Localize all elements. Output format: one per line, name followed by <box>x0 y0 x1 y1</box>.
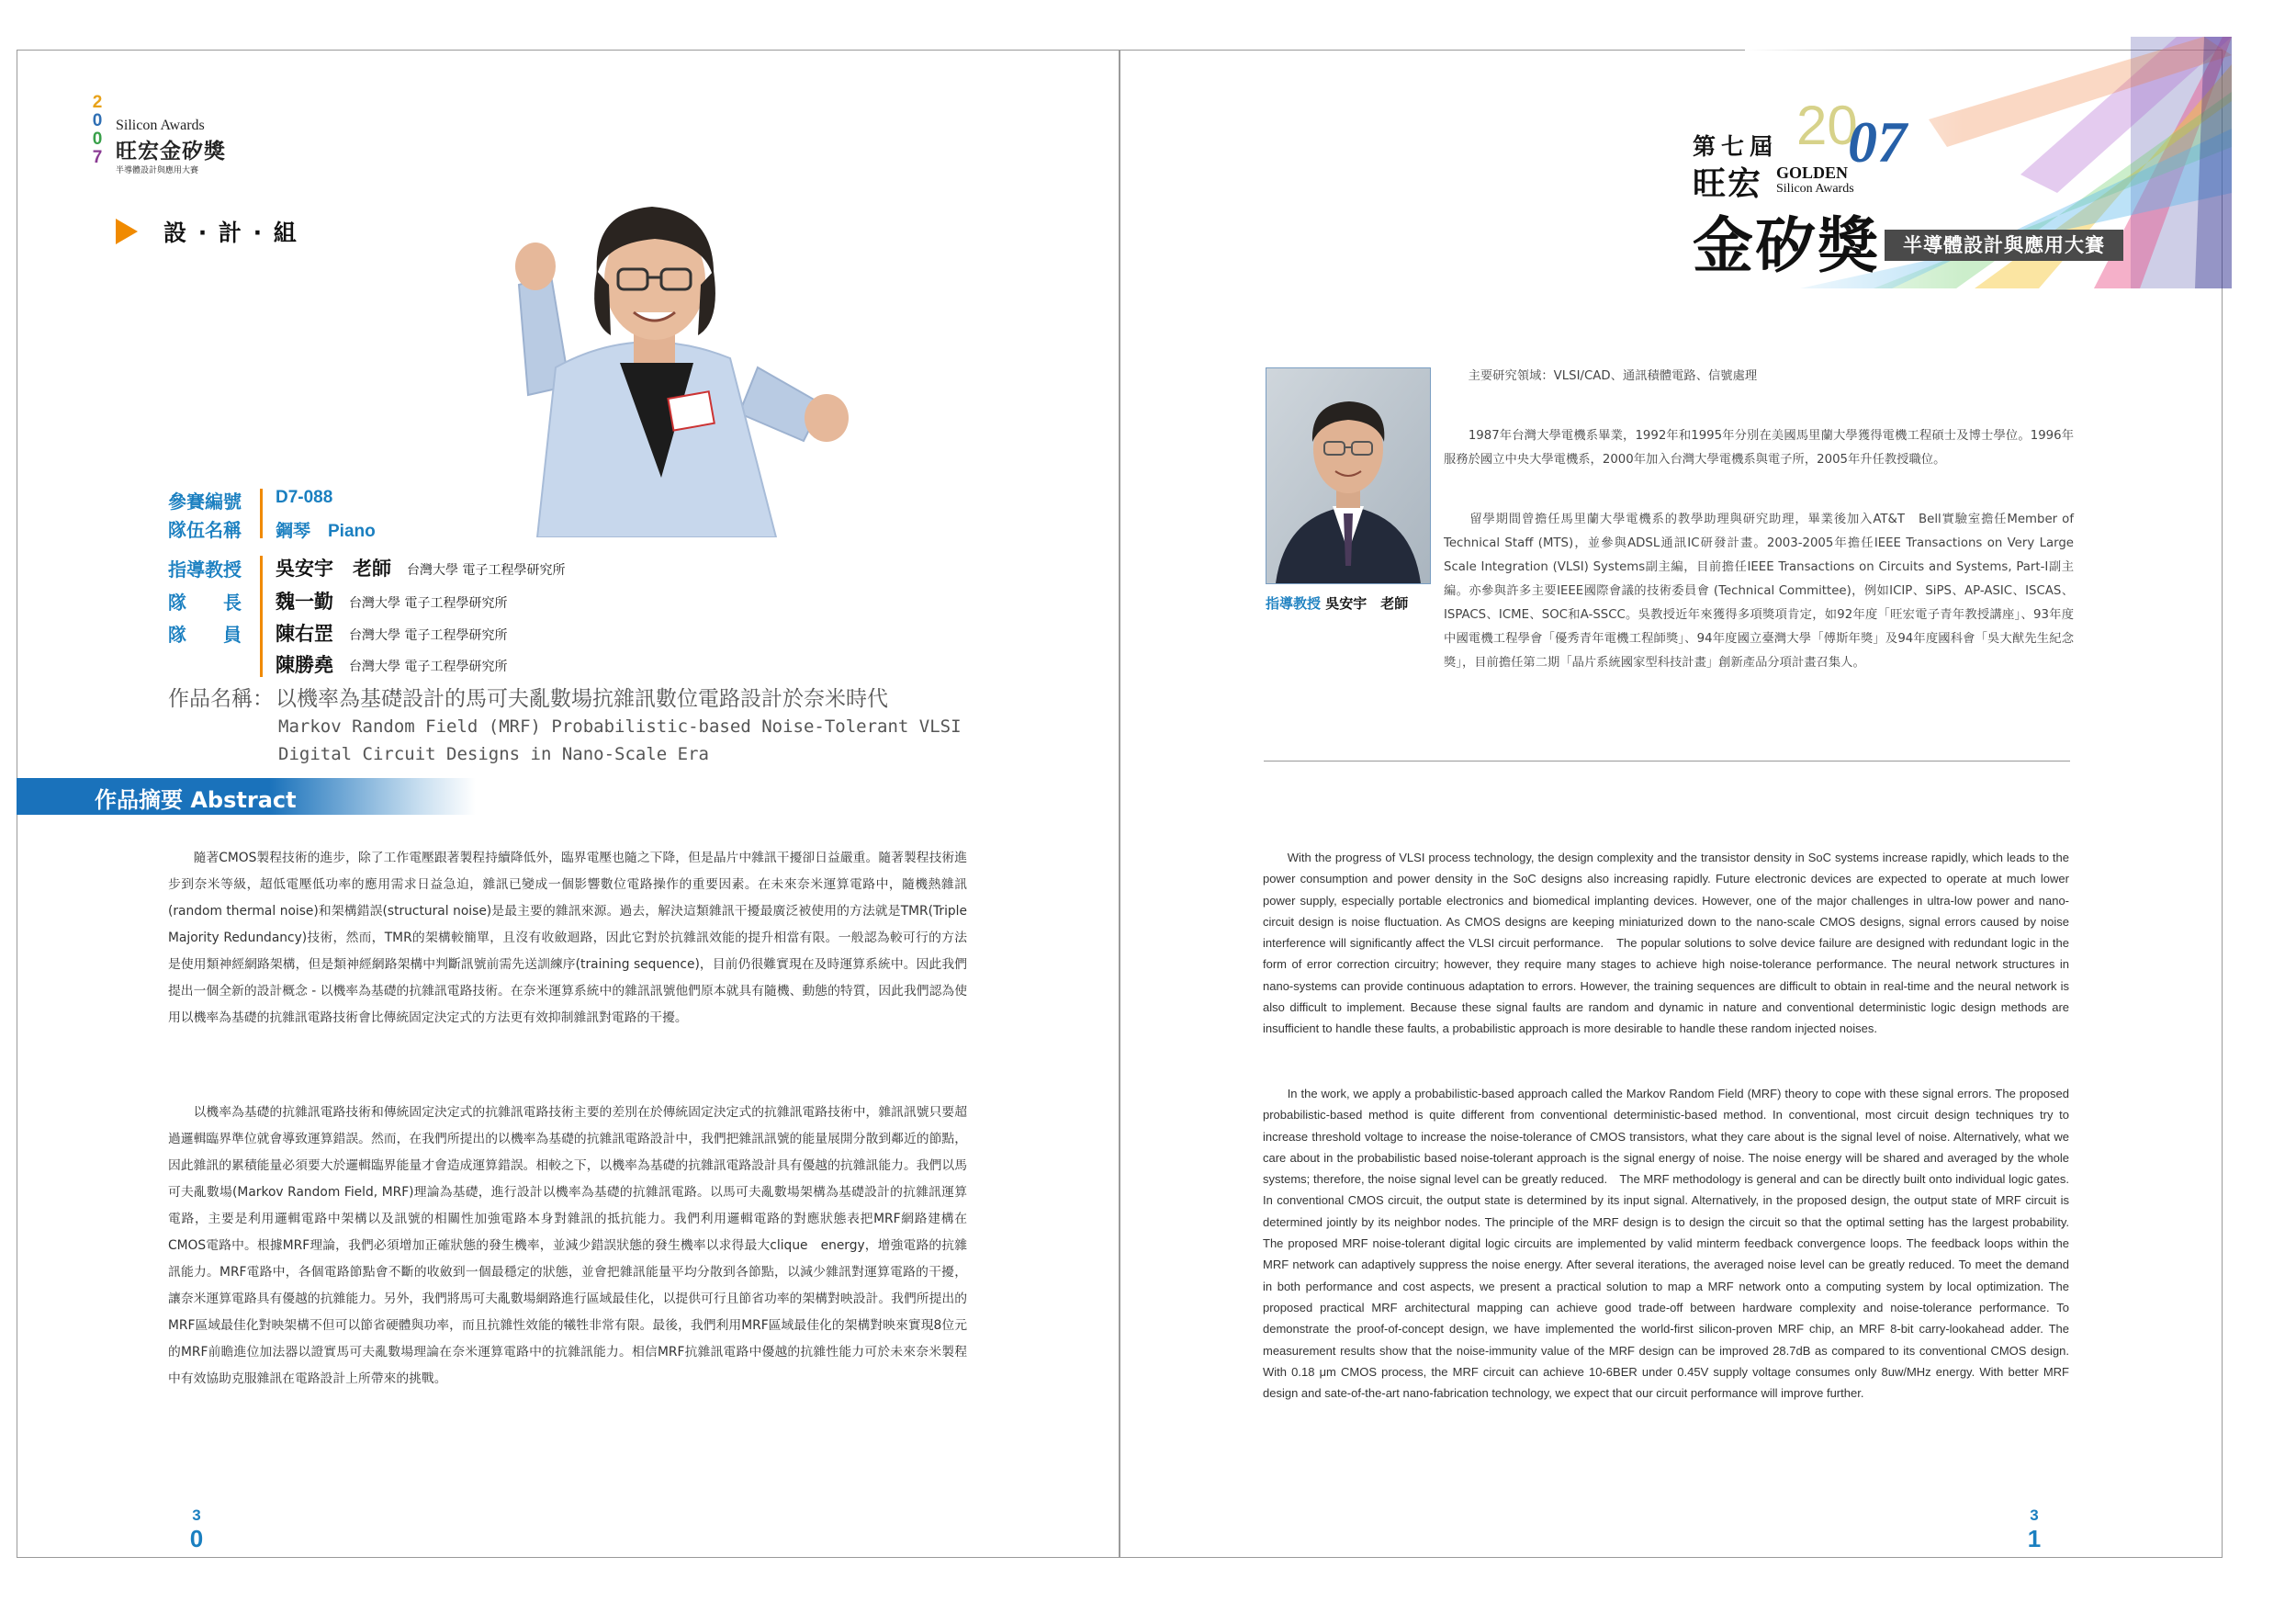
logo-year <box>90 94 105 167</box>
work-title-en-line1: Markov Random Field (MRF) Probabilistic-based Noise-Tolerant VLSI <box>278 716 962 737</box>
logo-year-digit: 0 <box>92 130 103 149</box>
member-label: 隊 員 <box>168 624 242 646</box>
advisor-name: 吳安宇 老師 <box>276 558 391 580</box>
left-page-number-top: 3 <box>192 1506 201 1524</box>
team-name-label: 隊伍名稱 <box>168 519 242 541</box>
logo-year-digit: 2 <box>92 93 103 112</box>
logo-award-zh: 旺宏金矽獎 <box>116 140 226 164</box>
member1-name: 陳右罡 <box>276 623 333 645</box>
member2-affiliation: 台灣大學 電子工程學研究所 <box>349 660 508 674</box>
advisor-label: 指導教授 <box>168 558 242 581</box>
logo-year-digit: 0 <box>92 111 103 130</box>
left-page-number-bottom: 0 <box>189 1525 204 1552</box>
leader-label: 隊 長 <box>168 592 242 614</box>
right-logo-golden: GOLDEN <box>1776 164 1849 182</box>
right-page-number <box>2020 1506 2048 1552</box>
section-arrow-icon <box>116 219 138 244</box>
right-logo-award-name: 金矽獎 <box>1693 209 1880 281</box>
abstract-heading: 作品摘要 Abstract <box>95 787 297 813</box>
work-title-label: 作品名稱： <box>168 687 274 711</box>
member1-affiliation: 台灣大學 電子工程學研究所 <box>349 628 508 643</box>
advisor-bio-paragraph-1: 1987年台灣大學電機系畢業，1992年和1995年分別在美國馬里蘭大學獲得電機工程碩士及博士學位。1996年服務於國立中央大學電機系，2000年加入台灣大學電機系與電子所，2005年升任教授職位。 <box>1444 429 2074 467</box>
section-title: 設 · 計 · 組 <box>163 220 298 246</box>
right-logo-silicon-awards: Silicon Awards <box>1776 182 1854 196</box>
member2-name: 陳勝堯 <box>276 654 333 676</box>
entry-number-label: 參賽編號 <box>168 491 242 513</box>
entry-number: D7-088 <box>276 488 333 507</box>
logo-year-digit: 7 <box>92 148 103 167</box>
right-logo-year-07: 07 <box>1848 109 1907 175</box>
advisor-photo <box>1266 367 1431 584</box>
right-page-number-top: 3 <box>2030 1506 2039 1524</box>
abstract-zh-paragraph-1: 隨著CMOS製程技術的進步，除了工作電壓跟著製程持續降低外，臨界電壓也隨之下降，但是晶片中雜訊干擾卻日益嚴重。隨著製程技術進步到奈米等級，超低電壓低功率的應用需求日益急迫，雜訊已變成一個影響數位電路操作的重要因素。在未來奈米運算電路中，隨機熱雜訊(random thermal noise)和架構錯誤(structural noise)是最主要的雜訊來源。過去，解決這類雜訊干擾最廣泛被使用的方法就是TMR(Triple Majority Redundancy)技術，然而，TMR的架構較簡單，且沒有收斂迴路，因此它對於抗雜訊效能的提升相當有限。一般認為較可行的方法是使用類神經網路架構，但是類神經網路架構中判斷訊號前需先送訓練序(training sequence)，目前仍很難實現在及時運算系統中。因此我們提出一個全新的設計概念 - 以機率為基礎的抗雜訊電路技術。在奈米運算系統中的雜訊訊號他們原本就具有隨機、動態的特質，因此我們認為使用以機率為基礎的抗雜訊電路技術會比傳統固定決定式的方法更有效抑制雜訊對電路的干擾。 <box>168 851 967 1025</box>
right-logo-year-20: 20 <box>1796 95 1858 156</box>
info-divider-names <box>260 556 263 677</box>
logo-award-sub: 半導體設計與應用大賽 <box>116 166 199 175</box>
abstract-zh-paragraph-2: 以機率為基礎的抗雜訊電路技術和傳統固定決定式的抗雜訊電路技術主要的差別在於傳統固定決定式的抗雜訊電路技術中，雜訊訊號只要超過邏輯臨界準位就會導致運算錯誤。然而，在我們所提出的以機率為基礎的抗雜訊電路設計中，我們把雜訊訊號的能量展開分散到鄰近的節點，因此雜訊的累積能量必須要大於邏輯臨界能量才會造成運算錯誤。相較之下，以機率為基礎的抗雜訊電路設計具有優越的抗雜訊能力。我們以馬可夫亂數場(Markov Random Field, MRF)理論為基礎，進行設計以機率為基礎的抗雜訊電路。以馬可夫亂數場架構為基礎設計的抗雜訊運算電路，主要是利用邏輯電路中架構以及訊號的相關性加強電路本身對雜訊的抵抗能力。我們利用邏輯電路的對應狀態表把MRF網路建構在CMOS電路中。根據MRF理論，我們必須增加正確狀態的發生機率，並減少錯誤狀態的發生機率以求得最大clique energy，增強電路的抗雜訊能力。MRF電路中，各個電路節點會不斷的收斂到一個最穩定的狀態，並會把雜訊能量平均分散到各節點，以減少雜訊對運算電路的干擾，讓奈米運算電路具有優越的抗雜能力。另外，我們將馬可夫亂數場網路進行區域最佳化，以提供可行且節省功率的架構對映設計。我們所提出的MRF區域最佳化對映架構不但可以節省硬體與功率，而且抗雜性效能的犧牲非常有限。最後，我們利用MRF區域最佳化的架構對映來實現8位元的MRF前瞻進位加法器以證實馬可夫亂數場理論在奈米運算電路中的抗雜訊能力。相信MRF抗雜訊電路中優越的抗雜性能力可於未來奈米製程中有效協助克服雜訊在電路設計上所帶來的挑戰。 <box>168 1105 967 1386</box>
work-title-en-line2: Digital Circuit Designs in Nano-Scale Era <box>278 744 709 764</box>
team-name: 鋼琴 Piano <box>276 522 376 541</box>
info-divider-blue <box>260 489 263 538</box>
advisor-affiliation: 台灣大學 電子工程學研究所 <box>407 563 566 578</box>
right-logo-edition: 第七屆 <box>1693 133 1779 160</box>
right-logo-tagline: 半導體設計與應用大賽 <box>1885 230 2123 261</box>
abstract-en-paragraph-1: With the progress of VLSI process technology, the design complexity and the transistor density in SoC systems increase rapidly, which leads to the power consumption and power density in the SoC designs also increasing rapidly. Future electronic devices are expected to operate at much lower power supply, especially portable electronics and biomedical implanting devices. However, one of the major challenges in ultra-low power and nano-circuit design is noise fluctuation. As CMOS designs are keeping miniaturized down to the nano-scale CMOS designs, signal errors caused by noise interference will significantly affect the VLSI circuit performance. The popular solutions to solve device failure are designed with redundant logic in the form of error correction circuitry; however, they require many stages to achieve high noise-tolerance performance. The neural network structures in nano-systems can provide continuous adaptation to errors. However, the training sequences are difficult to obtain in real-time and the neural network is also difficult to implement. Because these signal faults are random and dynamic in nature and conventional deterministic logic design methods are insufficient to handle these faults, a probabilistic approach is more desirable to handle these random injected noises. <box>1263 851 2069 1036</box>
logo-award-en: Silicon Awards <box>116 118 205 133</box>
left-page-number <box>183 1506 210 1552</box>
leader-name: 魏一勤 <box>276 591 333 613</box>
advisor-caption <box>1266 593 1408 613</box>
advisor-caption-label: 指導教授 <box>1266 595 1322 612</box>
advisor-bio-paragraph-2: 留學期間曾擔任馬里蘭大學電機系的教學助理與研究助理，畢業後加入AT&T Bell實驗室擔任Member of Technical Staff (MTS)，並參與ADSL通訊IC研發計畫。2003-2005年擔任IEEE Transactions on Very Large Scale Integration (VLSI) Systems副主編，目前擔任IEEE Transactions on Circuits and Systems, Part-I副主編。亦參與許多主要IEEE國際會議的技術委員會 (Technical Committee)，例如ICIP、SiPS、AP-ASIC、ISCAS、ISPACS、ICME、SOC和A-SSCC。吳教授近年來獲得多項獎項肯定，如92年度「旺宏電子青年教授講座」、93年度中國電機工程學會「優秀青年電機工程師獎」、94年度國立臺灣大學「傅斯年獎」及94年度國科會「吳大猷先生紀念獎」，目前擔任第二期「晶片系統國家型科技計畫」創新產品分項計畫召集人。 <box>1444 513 2074 670</box>
work-title-zh: 以機率為基礎設計的馬可夫亂數場抗雜訊數位電路設計於奈米時代 <box>276 687 888 711</box>
abstract-en-paragraph-2: In the work, we apply a probabilistic-based approach called the Markov Random Field (MRF) theory to cope with these signal errors. The proposed probabilistic-based method is quite different from conventional deterministic-based method. In conventional, most circuit design techniques try to increase threshold voltage to increase the noise-tolerance of CMOS transistors, what they care about is the signal level of noise. Alternatively, what we care about in the probabilistic based noise-tolerant approach is the signal energy of noise. The noise energy will be shared and averaged by the whole systems; therefore, the noise signal level can be greatly reduced. The MRF methodology is general and can be directly built onto individual logic gates. In conventional CMOS circuit, the output state is determined by its input signal. Alternatively, in the proposed design, the output state of MRF circuit is determined jointly by its neighbor nodes. The principle of the MRF design is to design the circuit so that the optimal setting has the largest probability. The proposed MRF noise-tolerant digital logic circuits are implemented by valid minterm feedback convergence loops. The feedback loops within the MRF network can adaptively suppress the noise energy. After several iterations, the averaged noise level can be greatly reduced. To meet the demand in both performance and cost aspects, we present a practical solution to map a MRF network onto a computing system by local optimization. The proposed practical MRF architectural mapping can achieve good trade-off between hardware complexity and noise-tolerance performance. To demonstrate the proof-of-concept design, we have implemented the world-first silicon-proven MRF chip, an MRF 8-bit carry-lookahead adder. The measurement results show that the noise-immunity value of the MRF design can be improved 28.7dB as compared to its conventional CMOS design. With 0.18 μm CMOS process, the MRF circuit can achieve 10-6BER under 0.45V supply voltage consumes only 8uw/MHz energy. With better MRF design and sate-of-the-art nano-fabrication technology, we expect that our circuit performance will improve further. <box>1263 1087 2069 1401</box>
right-page-number-bottom: 1 <box>2027 1525 2042 1552</box>
advisor-research-field: 主要研究領域：VLSI/CAD、通訊積體電路、信號處理 <box>1444 369 1758 383</box>
right-logo-brand: 旺宏 <box>1693 164 1763 203</box>
leader-affiliation: 台灣大學 電子工程學研究所 <box>349 596 508 611</box>
right-divider <box>1264 761 2070 762</box>
team-leader-photo <box>501 175 863 537</box>
advisor-caption-name: 吳安宇 老師 <box>1325 595 1409 612</box>
